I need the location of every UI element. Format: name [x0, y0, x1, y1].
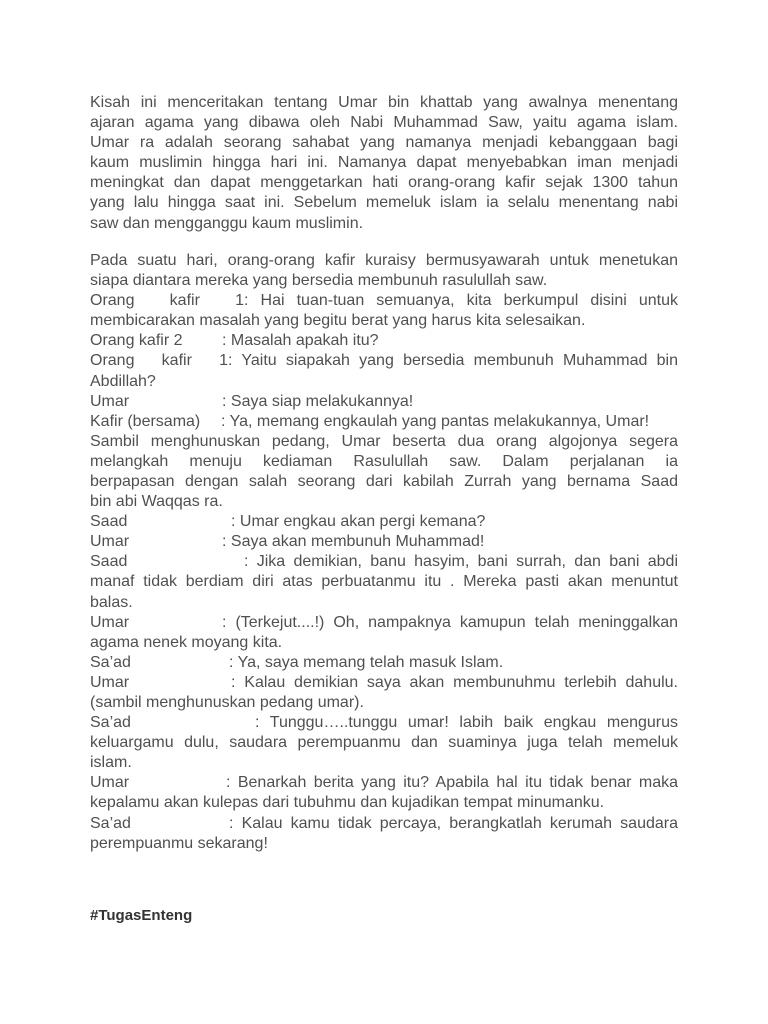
- colon-separator: :: [229, 814, 234, 832]
- text-line: berpapasan dengan salah seorang dari kabilah Zurrah yang bernama Saad: [90, 472, 678, 490]
- dialogue-line: [90, 351, 678, 371]
- text-line: Umar ra adalah seorang sahabat yang namanya menjadi kebanggaan bagi: [90, 134, 678, 152]
- speaker-name: Umar: [90, 392, 130, 410]
- dialogue-text: Masalah apakah itu?: [230, 332, 379, 350]
- dialogue-text: Ya, memang engkaulah yang pantas melakukannya, Umar!: [229, 412, 650, 430]
- speaker-name: Saad: [90, 513, 128, 531]
- colon-separator: :: [222, 392, 227, 410]
- speaker-name: Saad: [90, 553, 128, 571]
- dialogue-text: Kalau kamu tidak percaya, berangkatlah kerumah saudara: [241, 814, 678, 832]
- dialogue-entry: [90, 552, 678, 612]
- dialogue-line: [90, 814, 678, 834]
- dialogue-entry: [90, 613, 678, 653]
- dialogue-text: Kalau demikian saya akan membunuhmu terlebih dahulu.: [244, 673, 678, 691]
- dialogue-text: Benarkah berita yang itu? Apabila hal itu tidak benar maka: [237, 774, 678, 792]
- colon-separator: :: [231, 673, 236, 691]
- dialogue-entry: [90, 392, 678, 412]
- text-line: saw dan mengganggu kaum muslimin.: [90, 214, 364, 232]
- dialogue-line: [90, 331, 678, 351]
- text-line: ajaran agama yang dibawa oleh Nabi Muhammad Saw, yaitu agama islam.: [90, 114, 678, 132]
- colon-separator: :: [244, 553, 249, 571]
- colon-separator: :: [229, 653, 234, 671]
- dialogue-line: [90, 532, 678, 552]
- colon-separator: :: [255, 714, 260, 732]
- colon-separator: :: [222, 533, 227, 551]
- dialogue-line: [90, 713, 678, 733]
- text-line: kaum muslimin hingga hari ini. Namanya dapat menyebabkan iman menjadi: [90, 154, 678, 172]
- dialogue-entry: [90, 673, 678, 713]
- text-line: balas.: [90, 593, 133, 611]
- hashtag: #TugasEnteng: [90, 907, 193, 924]
- speaker-name: Sa’ad: [90, 653, 131, 671]
- speaker-name: Orang kafir 2: [90, 332, 183, 350]
- text-line: Abdillah?: [90, 372, 156, 390]
- dialogue-line: [90, 613, 678, 633]
- document-body: [90, 93, 678, 854]
- dialogue-line: [90, 773, 678, 793]
- speaker-name: Umar: [90, 774, 130, 792]
- text-line: islam.: [90, 754, 132, 772]
- dialogue-text: Tunggu…..tunggu umar! labih baik engkau mengurus: [269, 714, 679, 732]
- dialogue-entry: [90, 713, 678, 773]
- speaker-name: Umar: [90, 613, 130, 631]
- dialogue-entry: [90, 532, 678, 552]
- text-line: bin abi Waqqas ra.: [90, 493, 223, 511]
- dialogue-entry: [90, 773, 678, 813]
- text-line: membicarakan masalah yang begitu berat yang harus kita selesaikan.: [90, 312, 586, 330]
- dialogue-text: (Terkejut....!) Oh, nampaknya kamupun telah meninggalkan: [235, 613, 678, 631]
- colon-separator: :: [222, 332, 227, 350]
- dialogue-line: [90, 673, 678, 693]
- dialogue-entry: [90, 331, 678, 351]
- text-line: melangkah menuju kediaman Rasulullah saw. Dalam perjalanan ia: [90, 452, 678, 470]
- text-line: agama nenek moyang kita.: [90, 633, 283, 651]
- text-line: Kisah ini menceritakan tentang Umar bin khattab yang awalnya menentang: [90, 94, 678, 111]
- text-line: yang lalu hingga saat ini. Sebelum memeluk islam ia selalu menentang nabi: [90, 194, 678, 212]
- dialogue-text: Jika demikian, banu hasyim, bani surrah, dan bani abdi: [256, 553, 678, 571]
- colon-separator: :: [221, 412, 226, 430]
- speaker-name: Kafir (bersama): [90, 412, 201, 430]
- dialogue-entry: [90, 412, 678, 432]
- speaker-name: Umar: [90, 673, 130, 691]
- dialogue-line: [90, 653, 678, 673]
- dialogue-line: [90, 412, 678, 432]
- text-line: (sambil menghunuskan pedang umar).: [90, 694, 364, 712]
- dialogue-text: Umar engkau akan pergi kemana?: [239, 513, 486, 531]
- colon-separator: :: [228, 352, 233, 370]
- dialogue-text: Saya siap melakukannya!: [230, 392, 414, 410]
- dialogue-entry: [90, 653, 678, 673]
- dialogue-entry: [90, 512, 678, 532]
- colon-separator: :: [244, 292, 249, 310]
- dialogue-line: [90, 291, 678, 311]
- dialogue-text: Yaitu siapakah yang bersedia membunuh Muhammad bin: [241, 352, 678, 370]
- speaker-name: Orang kafir 1: [90, 292, 244, 310]
- speaker-name: Sa’ad: [90, 814, 131, 832]
- colon-separator: :: [226, 774, 231, 792]
- colon-separator: :: [231, 513, 236, 531]
- intro-paragraph: [90, 93, 678, 234]
- dialogue-entry: [90, 291, 678, 331]
- colon-separator: :: [222, 613, 227, 631]
- dialogue-text: Saya akan membunuh Muhammad!: [230, 533, 485, 551]
- dialogue-line: [90, 552, 678, 572]
- dialogue-text: Ya, saya memang telah masuk Islam.: [237, 653, 504, 671]
- speaker-name: Sa’ad: [90, 714, 131, 732]
- text-line: manaf tidak berdiam diri atas perbuatanmu itu . Mereka pasti akan menuntut: [90, 573, 678, 591]
- text-line: keluargamu dulu, saudara perempuanmu dan suaminya juga telah memeluk: [90, 734, 678, 752]
- text-line: kepalamu akan kulepas dari tubuhmu dan kujadikan tempat minumanku.: [90, 794, 605, 812]
- speaker-name: Umar: [90, 533, 130, 551]
- text-line: meningkat dan dapat menggetarkan hati orang-orang kafir sejak 1300 tahun: [90, 174, 678, 192]
- text-line: siapa diantara mereka yang bersedia membunuh rasulullah saw.: [90, 272, 548, 290]
- text-line: Pada suatu hari, orang-orang kafir kuraisy bermusyawarah untuk menetukan: [90, 251, 678, 269]
- speaker-name: Orang kafir 1: [90, 352, 228, 370]
- text-line: perempuanmu sekarang!: [90, 834, 268, 852]
- dialogue-line: [90, 512, 678, 532]
- narration-paragraph: [90, 251, 678, 291]
- narration-paragraph: [90, 432, 678, 512]
- dialogue-text: Hai tuan-tuan semuanya, kita berkumpul disini untuk: [260, 292, 678, 310]
- dialogue-entry: [90, 351, 678, 391]
- dialogue-line: [90, 392, 678, 412]
- text-line: Sambil menghunuskan pedang, Umar beserta dua orang algojonya segera: [90, 432, 678, 450]
- dialogue-entry: [90, 814, 678, 854]
